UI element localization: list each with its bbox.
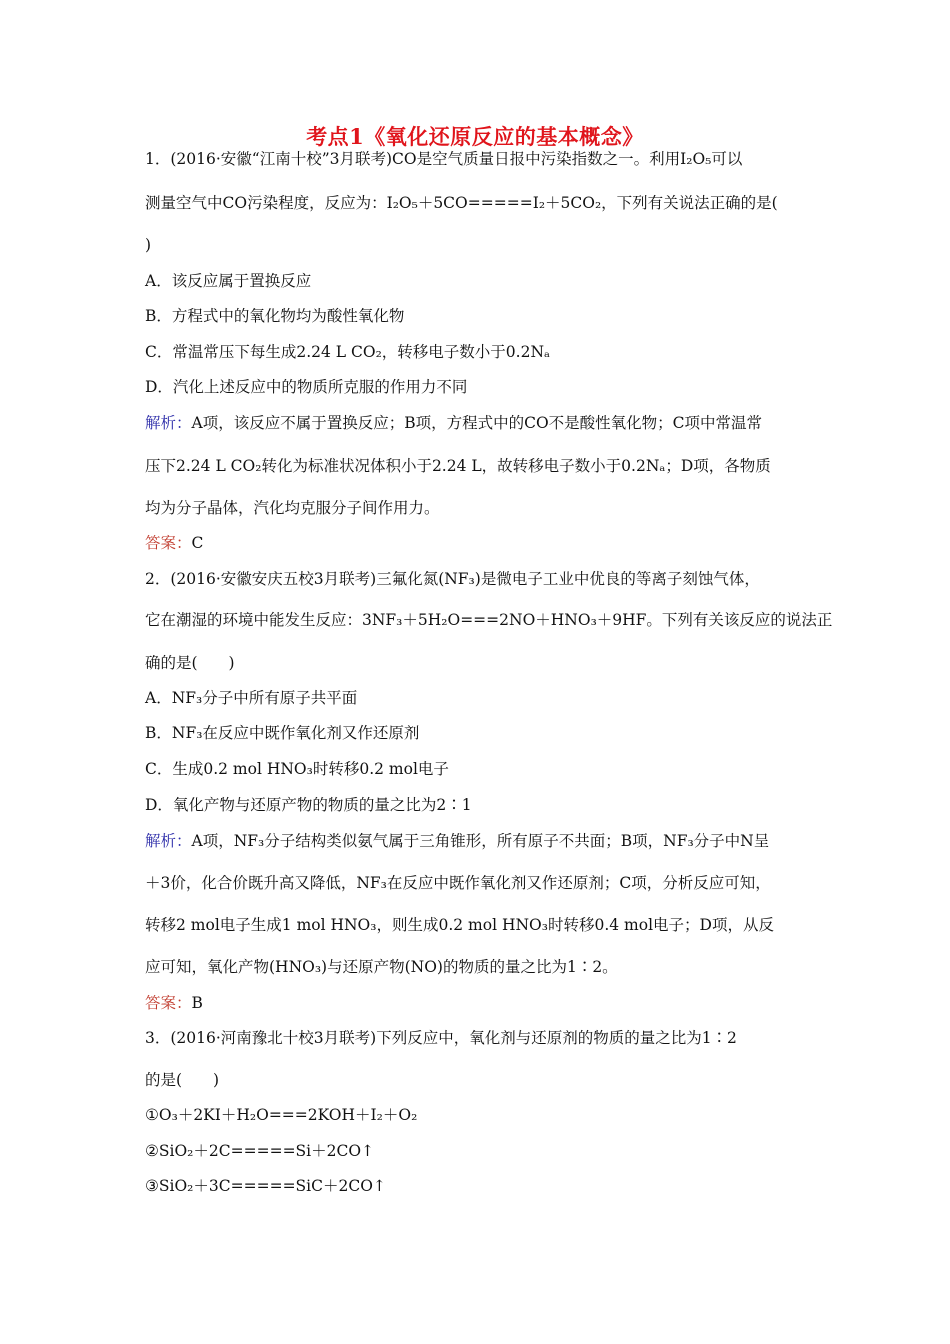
- q2-answer-value: B: [191, 994, 203, 1012]
- q2-analysis-line-4: 应可知，氧化产物(HNO₃)与还原产物(NO)的物质的量之比为1∶2。: [145, 958, 618, 976]
- q1-stem-line-1: 1．(2016·安徽“江南十校”3月联考)CO是空气质量日报中污染指数之一。利用I₂O₅可以: [145, 150, 743, 168]
- q2-analysis-line-1: [145, 831, 820, 851]
- q1-answer: [145, 533, 820, 553]
- q1-analysis-line-3: 均为分子晶体，汽化均克服分子间作用力。: [145, 499, 440, 517]
- q1-analysis-text-1: A项，该反应不属于置换反应；B项，方程式中的CO不是酸性氧化物；C项中常温常: [191, 414, 763, 432]
- q2-analysis-line-2: ＋3价，化合价既升高又降低，NF₃在反应中既作氧化剂又作还原剂；C项，分析反应可知，: [145, 874, 771, 892]
- q3-reaction-1: ①O₃＋2KI＋H₂O===2KOH＋I₂＋O₂: [145, 1106, 418, 1124]
- q1-option-b: B．方程式中的氧化物均为酸性氧化物: [145, 307, 405, 325]
- q3-reaction-3: ③SiO₂＋3C=====SiC＋2CO↑: [145, 1177, 386, 1195]
- q2-answer: [145, 993, 820, 1013]
- q2-stem-line-2: 它在潮湿的环境中能发生反应：3NF₃＋5H₂O===2NO＋HNO₃＋9HF。下列有关该反应的说法正: [145, 611, 833, 629]
- q2-option-d: D．氧化产物与还原产物的物质的量之比为2∶1: [145, 796, 472, 814]
- q3-stem-line-1: 3．(2016·河南豫北十校3月联考)下列反应中，氧化剂与还原剂的物质的量之比为1∶2: [145, 1029, 737, 1047]
- q2-analysis-line-3: 转移2 mol电子生成1 mol HNO₃，则生成0.2 mol HNO₃时转移0.4 mol电子；D项，从反: [145, 916, 774, 934]
- q2-stem-line-1: 2．(2016·安徽安庆五校3月联考)三氟化氮(NF₃)是微电子工业中优良的等离子刻蚀气体，: [145, 570, 760, 588]
- q2-stem-line-3: 确的是( ): [145, 654, 235, 672]
- q1-stem-line-2: 测量空气中CO污染程度，反应为：I₂O₅＋5CO=====I₂＋5CO₂，下列有关说法正确的是(: [145, 194, 778, 212]
- q1-option-d: D．汽化上述反应中的物质所克服的作用力不同: [145, 378, 468, 396]
- q2-option-c: C．生成0.2 mol HNO₃时转移0.2 mol电子: [145, 760, 449, 778]
- q1-analysis-line-2: 压下2.24 L CO₂转化为标准状况体积小于2.24 L，故转移电子数小于0.2Nₐ；D项，各物质: [145, 457, 771, 475]
- answer-label: 答案：: [145, 534, 192, 552]
- page-title: 考点1《氧化还原反应的基本概念》: [306, 124, 644, 149]
- q1-option-a: A．该反应属于置换反应: [145, 272, 312, 290]
- q1-stem-line-3: ): [145, 236, 152, 254]
- q1-answer-value: C: [191, 534, 204, 552]
- q2-analysis-text-1: A项，NF₃分子结构类似氨气属于三角锥形，所有原子不共面；B项，NF₃分子中N呈: [191, 832, 770, 850]
- analysis-label: 解析：: [145, 832, 192, 850]
- q3-stem-line-2: 的是( ): [145, 1071, 220, 1089]
- q1-analysis-line-1: [145, 413, 820, 433]
- answer-label: 答案：: [145, 994, 192, 1012]
- q2-option-a: A．NF₃分子中所有原子共平面: [145, 689, 358, 707]
- q3-reaction-2: ②SiO₂＋2C=====Si＋2CO↑: [145, 1142, 375, 1160]
- q1-option-c: C．常温常压下每生成2.24 L CO₂，转移电子数小于0.2Nₐ: [145, 343, 550, 361]
- q2-option-b: B．NF₃在反应中既作氧化剂又作还原剂: [145, 724, 420, 742]
- analysis-label: 解析：: [145, 414, 192, 432]
